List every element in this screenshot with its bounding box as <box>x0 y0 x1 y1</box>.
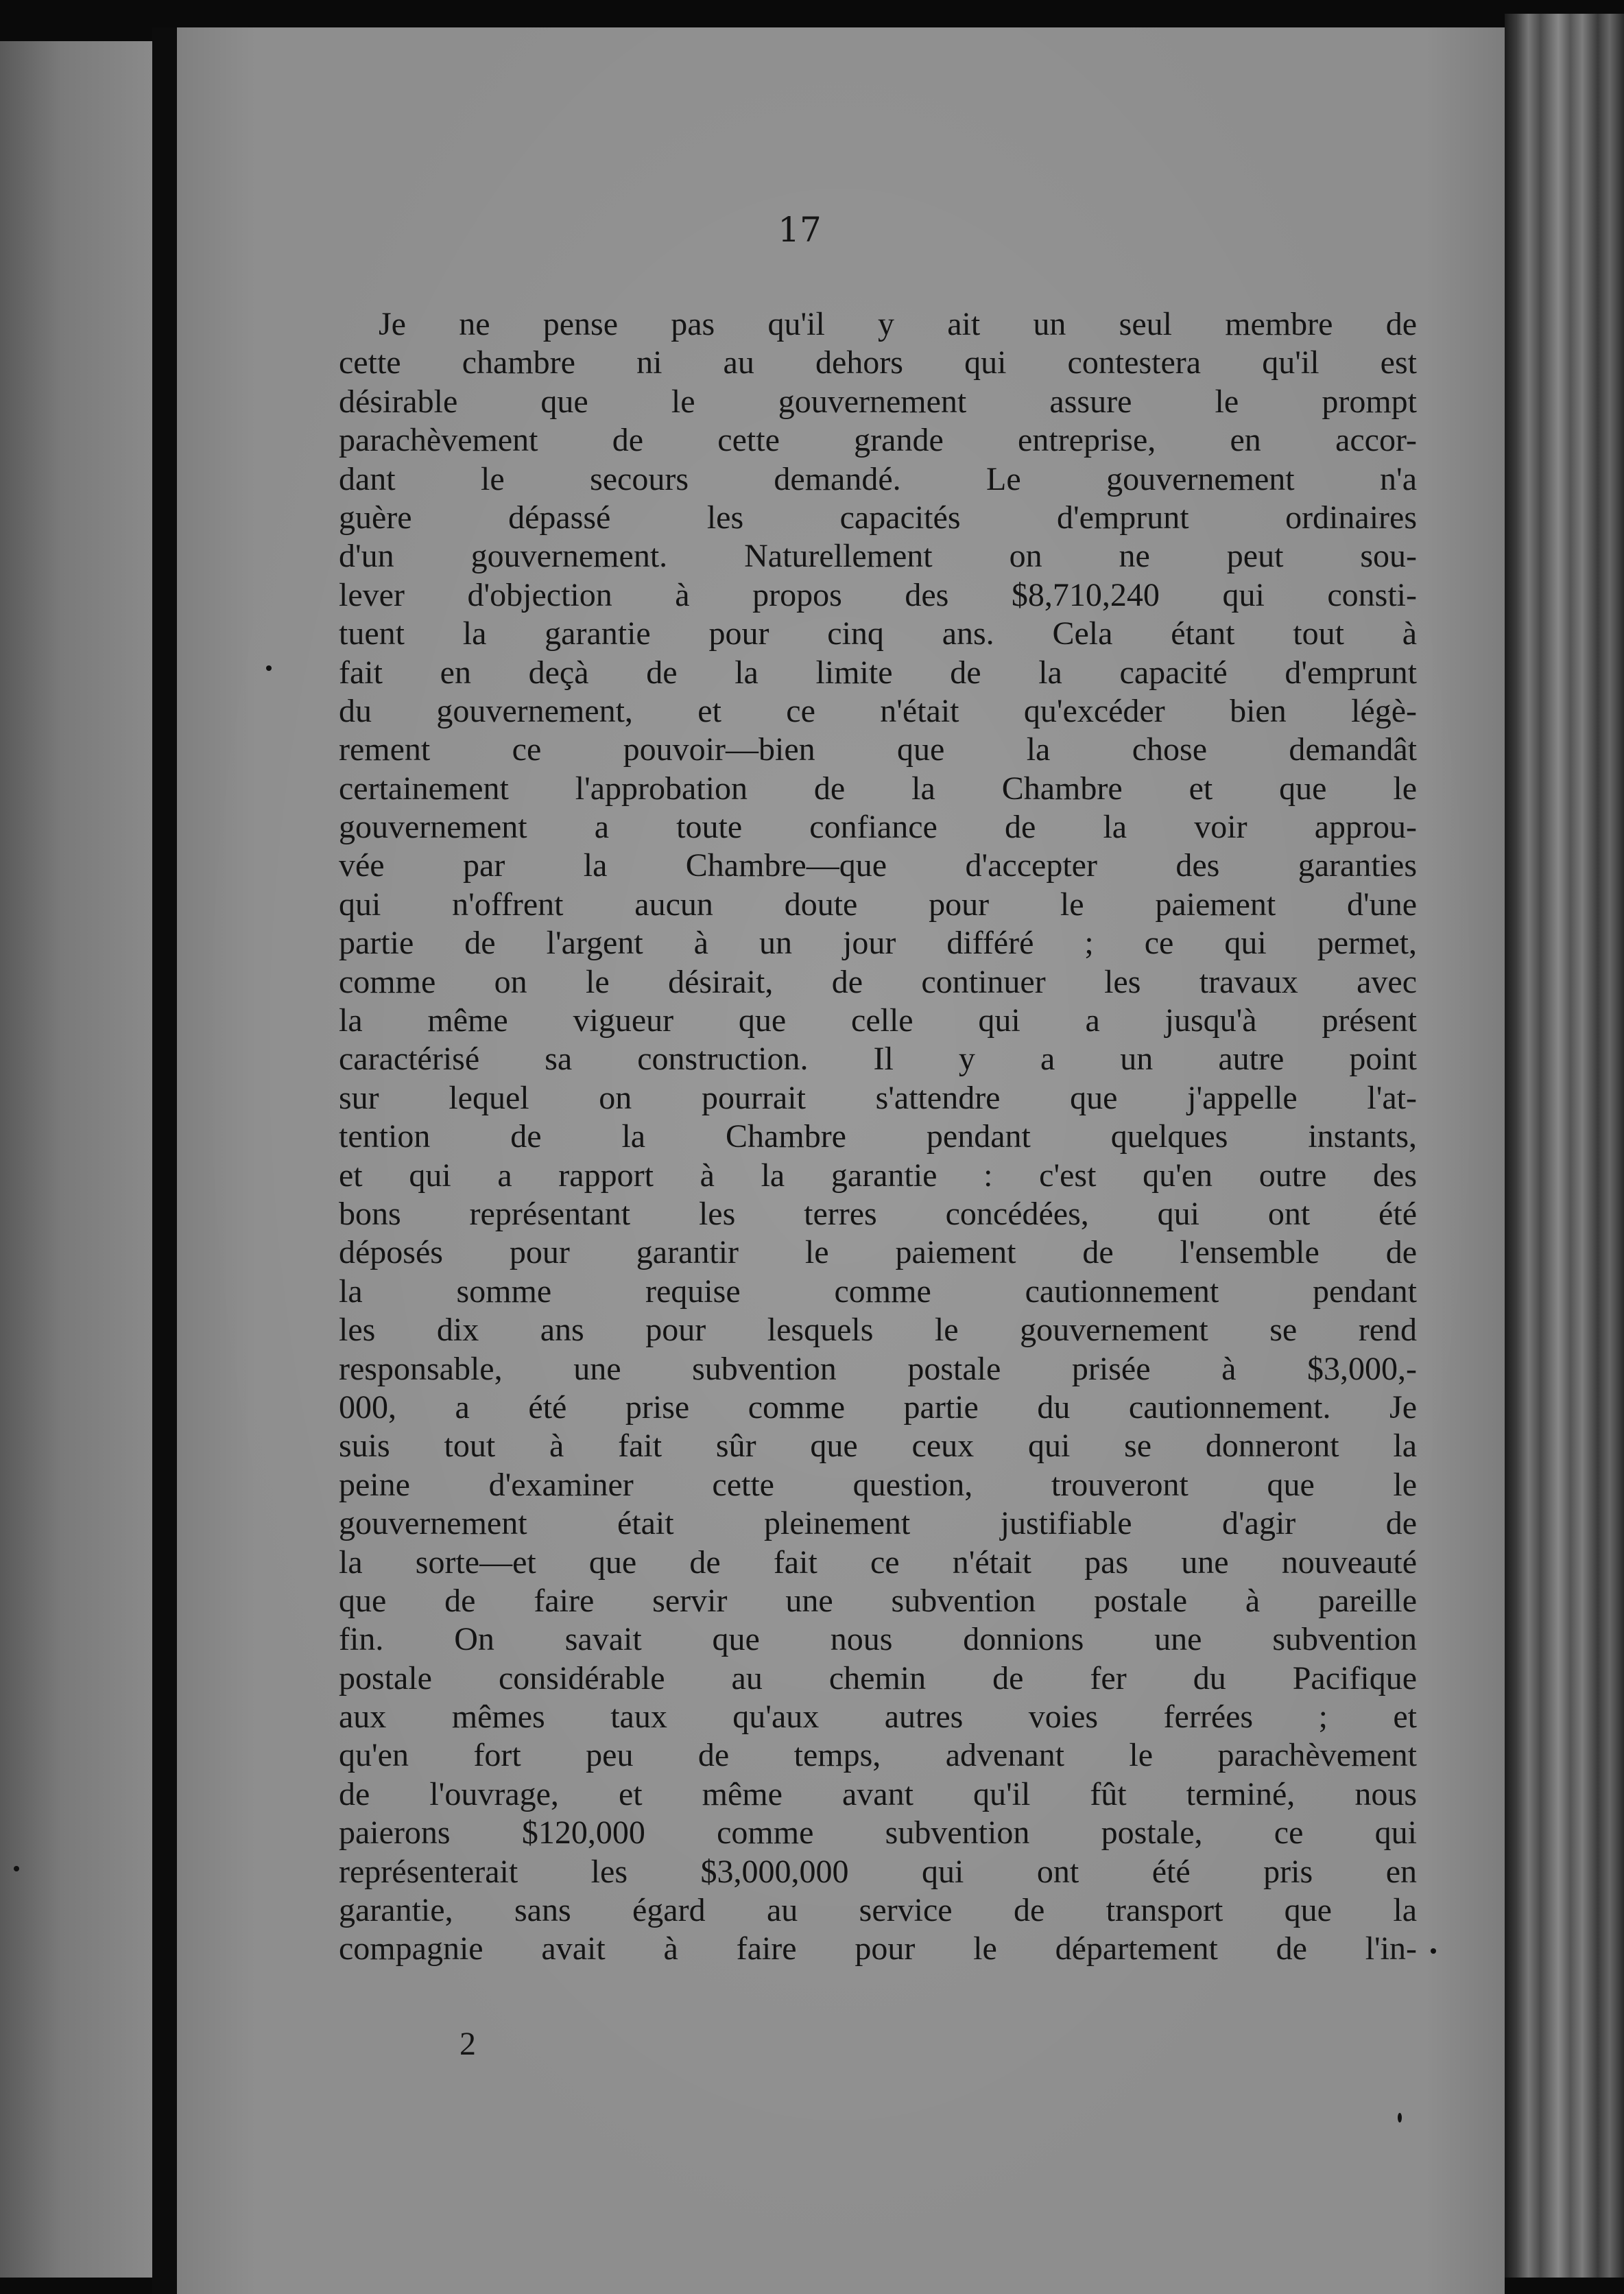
text-line: la somme requise comme cautionnement pendant <box>339 1273 1417 1310</box>
text-line: comme on le désirait, de continuer les travaux avec <box>339 963 1417 1000</box>
text-line: la même vigueur que celle qui a jusqu'à présent <box>339 1002 1417 1039</box>
text-line: tention de la Chambre pendant quelques instants, <box>339 1118 1417 1155</box>
text-line: fin. On savait que nous donnions une subvention <box>339 1621 1417 1658</box>
page-stack-edge <box>1505 14 1624 2278</box>
ink-speck <box>1398 2113 1402 2122</box>
text-line: rement ce pouvoir—bien que la chose demandât <box>339 731 1417 768</box>
text-line: bons représentant les terres concédées, qui ont été <box>339 1195 1417 1232</box>
text-line: peine d'examiner cette question, trouveront que le <box>339 1466 1417 1503</box>
ink-speck <box>266 665 272 671</box>
text-line: qu'en fort peu de temps, advenant le parachèvement <box>339 1737 1417 1774</box>
signature-mark: 2 <box>459 2026 476 2062</box>
text-line: suis tout à fait sûr que ceux qui se donneront la <box>339 1428 1417 1465</box>
text-line: gouvernement était pleinement justifiable d'agir de <box>339 1505 1417 1542</box>
facing-page-edge <box>0 41 152 2278</box>
page-number: 17 <box>778 210 822 250</box>
text-line: 000, a été prise comme partie du cautionnement. Je <box>339 1388 1417 1426</box>
text-line: caractérisé sa construction. Il y a un autre point <box>339 1041 1417 1078</box>
ink-speck <box>14 1866 19 1871</box>
text-line: et qui a rapport à la garantie : c'est qu'en outre des <box>339 1157 1417 1194</box>
text-line: paierons $120,000 comme subvention postale, ce qui <box>339 1814 1417 1852</box>
text-line: responsable, une subvention postale prisée à $3,000,- <box>339 1350 1417 1387</box>
text-line: certainement l'approbation de la Chambre et que le <box>339 770 1417 807</box>
text-line: de l'ouvrage, et même avant qu'il fût terminé, nous <box>339 1775 1417 1812</box>
text-line: lever d'objection à propos des $8,710,240 qui consti- <box>339 576 1417 613</box>
text-line: garantie, sans égard au service de transport que la <box>339 1892 1417 1929</box>
text-line: tuent la garantie pour cinq ans. Cela étant tout à <box>339 615 1417 652</box>
text-line: d'un gouvernement. Naturellement on ne peut sou- <box>339 538 1417 575</box>
text-line: gouvernement a toute confiance de la voir approu- <box>339 809 1417 846</box>
text-line: désirable que le gouvernement assure le prompt <box>339 383 1417 420</box>
text-line: fait en deçà de la limite de la capacité d'emprunt <box>339 654 1417 691</box>
text-line: vée par la Chambre—que d'accepter des garanties <box>339 847 1417 884</box>
text-line: qui n'offrent aucun doute pour le paiement d'une <box>339 886 1417 923</box>
text-line: guère dépassé les capacités d'emprunt ordinaires <box>339 499 1417 536</box>
page-body-text <box>339 305 1417 1969</box>
text-line: dant le secours demandé. Le gouvernement n'a <box>339 460 1417 497</box>
text-line: les dix ans pour lesquels le gouvernement se rend <box>339 1312 1417 1349</box>
text-line: la sorte—et que de fait ce n'était pas une nouveauté <box>339 1544 1417 1581</box>
book-gutter <box>152 27 177 2294</box>
ink-speck <box>1431 1948 1436 1954</box>
text-line: compagnie avait à faire pour le département de l'in- <box>339 1930 1417 1967</box>
text-line: sur lequel on pourrait s'attendre que j'appelle l'at- <box>339 1079 1417 1116</box>
text-line: représenterait les $3,000,000 qui ont été pris en <box>339 1853 1417 1890</box>
text-line: cette chambre ni au dehors qui contestera qu'il est <box>339 344 1417 381</box>
book-page <box>177 27 1505 2294</box>
text-line: déposés pour garantir le paiement de l'ensemble de <box>339 1234 1417 1271</box>
text-line: aux mêmes taux qu'aux autres voies ferrées ; et <box>339 1699 1417 1736</box>
text-line: Je ne pense pas qu'il y ait un seul membre de <box>379 306 1417 342</box>
text-line: parachèvement de cette grande entreprise, en accor- <box>339 422 1417 459</box>
text-line: postale considérable au chemin de fer du Pacifique <box>339 1659 1417 1696</box>
text-line: partie de l'argent à un jour différé ; ce qui permet, <box>339 925 1417 962</box>
text-line: que de faire servir une subvention postale à pareille <box>339 1582 1417 1619</box>
text-line: du gouvernement, et ce n'était qu'excéder bien légè- <box>339 692 1417 729</box>
